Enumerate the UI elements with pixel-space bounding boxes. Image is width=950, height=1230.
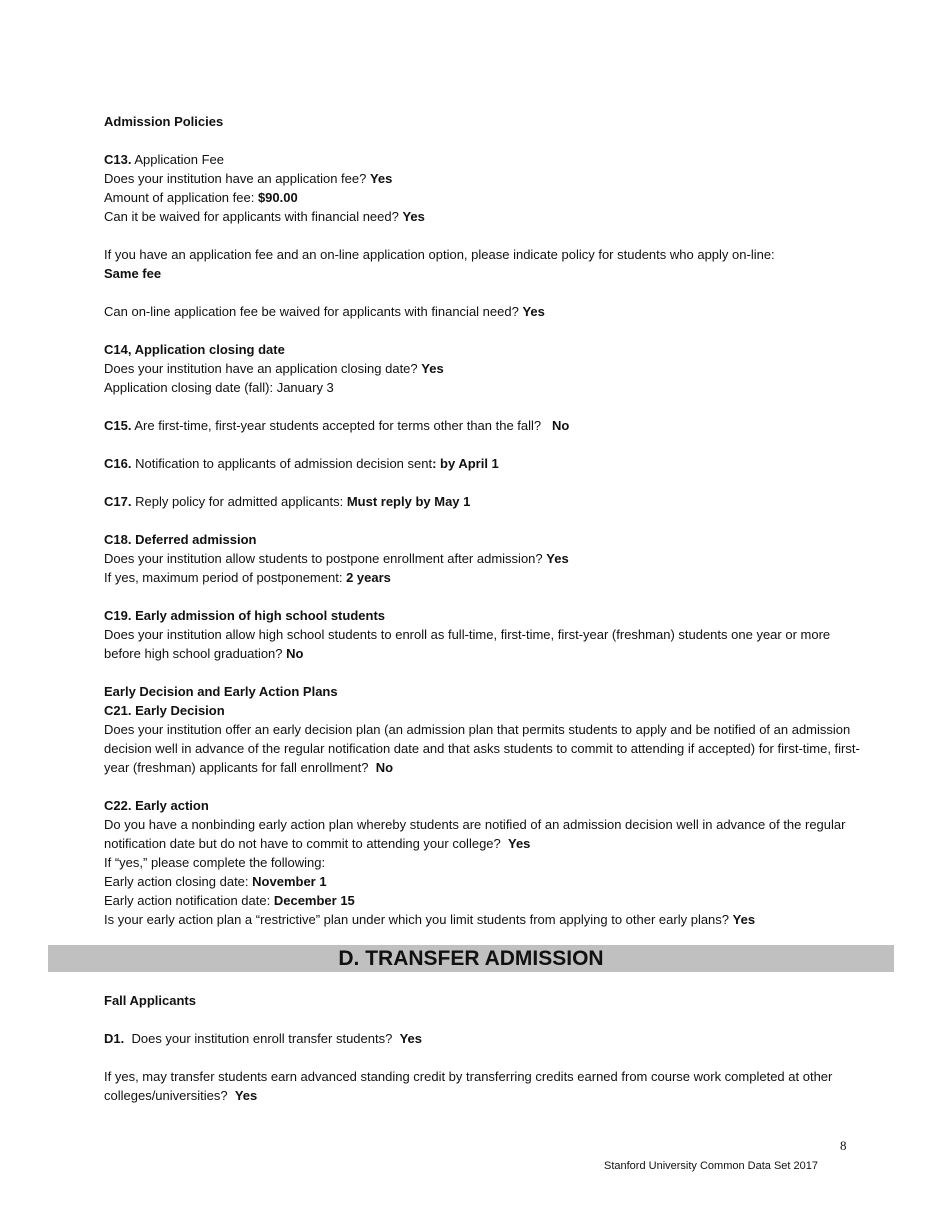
page-number: 8 — [840, 1138, 847, 1153]
c14-title: C14, Application closing date — [104, 342, 285, 357]
c22-block: C22. Early action Do you have a nonbinding early action plan whereby students are notified of an admission decision well in advance of the regular notification date but do not have to commit to attending your college? Yes If “yes,” please complete the following: Early action closing date: November 1 Early action notification date: December 15 Is your early action plan a “restrictive” plan under which you limit students from applying to other early plans? Yes — [104, 796, 864, 929]
c17-block: C17. Reply policy for admitted applicants: Must reply by May 1 — [104, 494, 471, 509]
c19-block: C19. Early admission of high school students Does your institution allow high school students to enroll as full-time, first-time, first-year (freshman) students one year or more before high school graduation? No — [104, 606, 864, 663]
c13-title: C13. Application Fee — [104, 152, 224, 167]
fall-applicants-heading: Fall Applicants — [104, 993, 196, 1008]
c14-question: Does your institution have an application closing date? Yes — [104, 361, 444, 376]
early-plans-heading: Early Decision and Early Action Plans — [104, 684, 338, 699]
c13-online-policy: If you have an application fee and an on-line application option, please indicate policy for students who apply on-line: Same fee — [104, 247, 775, 281]
c14-block — [104, 340, 864, 397]
admission-policies-block — [104, 112, 864, 131]
c18-block: C18. Deferred admission Does your institution allow students to postpone enrollment after admission? Yes If yes, maximum period of postponement: 2 years — [104, 530, 864, 587]
c13-block — [104, 150, 864, 226]
c21-title: C21. Early Decision — [104, 703, 225, 718]
c15-block: C15. Are first-time, first-year students accepted for terms other than the fall? No — [104, 418, 570, 433]
page-footer: Stanford University Common Data Set 2017 — [604, 1160, 818, 1172]
section-c-content — [104, 112, 864, 948]
d1-followup-block: If yes, may transfer students earn advanced standing credit by transferring credits earned from course work completed at other colleges/universities? Yes — [104, 1069, 833, 1103]
early-plans-block: Early Decision and Early Action Plans C21. Early Decision Does your institution offer an early decision plan (an admission plan that permits students to apply and be notified of an admission decision well in advance of the regular notification date and that asks students to commit to attending if accepted) for first-time, first-year (freshman) applicants for fall enrollment? No — [104, 682, 864, 777]
admission-policies-heading: Admission Policies — [104, 114, 224, 129]
c13-fee-question: Does your institution have an application fee? Yes — [104, 171, 393, 186]
c22-title: C22. Early action — [104, 798, 209, 813]
section-d-banner: D. TRANSFER ADMISSION — [48, 945, 894, 972]
c19-title: C19. Early admission of high school students — [104, 608, 385, 623]
d1-block: D1. Does your institution enroll transfer students? Yes — [104, 1031, 422, 1046]
c13-fee-amount: Amount of application fee: $90.00 — [104, 190, 298, 205]
c16-block: C16. Notification to applicants of admission decision sent: by April 1 — [104, 456, 499, 471]
c13-fee-waiver: Can it be waived for applicants with financial need? Yes — [104, 209, 425, 224]
c14-closing-date: Application closing date (fall): January 3 — [104, 380, 334, 395]
section-d-content — [104, 991, 864, 1124]
c18-title: C18. Deferred admission — [104, 532, 257, 547]
c13-online-waiver: Can on-line application fee be waived for applicants with financial need? Yes — [104, 304, 545, 319]
